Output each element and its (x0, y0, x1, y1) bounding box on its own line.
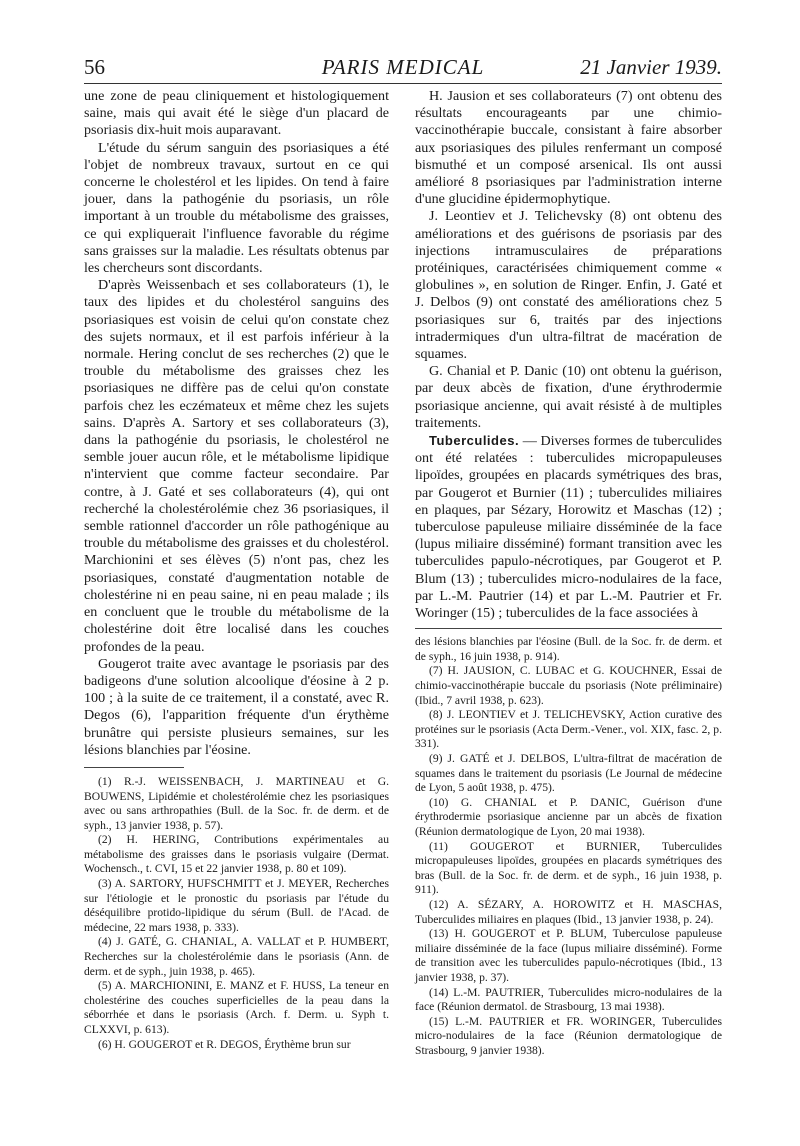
page-number: 56 (84, 55, 105, 79)
section-heading-tuberculides: Tuberculides. (429, 433, 520, 449)
right-footnotes (415, 635, 722, 1058)
footnote: (9) J. GATÉ et J. DELBOS, L'ultra-filtrat de macération de squames dans le traitement du psoriasis (Le Journal de médecine de Lyon, 5 août 1938, p. 475). (415, 752, 722, 795)
footnote: (14) L.-M. PAUTRIER, Tuberculides micro-nodulaires de la face (Réunion dermatol. de Strasbourg, 13 mai 1938). (415, 985, 722, 1014)
right-column (415, 88, 722, 1059)
footnote: (3) A. SARTORY, HUFSCHMITT et J. MEYER, Recherches sur l'étiologie et le pronostic du psoriasis par l'étude du déséquilibre protido-lipidique du sérum (Bull. de l'Acad. de médecine, 22 mars 1938, p. 333). (84, 877, 389, 934)
footnote: (8) J. LEONTIEV et J. TELICHEVSKY, Action curative des protéines sur le psoriasis (Acta Derm.-Vener., vol. XIX, fasc. 2, p. 331). (415, 708, 722, 751)
footnote: (7) H. JAUSION, C. LUBAC et G. KOUCHNER, Essai de chimio-vaccinothérapie buccale du psoriasis (Note préliminaire) (Ibid., 7 avril 1938, p. 623). (415, 664, 722, 707)
footnote: (6) H. GOUGEROT et R. DEGOS, Érythème brun sur (98, 1037, 351, 1051)
paragraph-gougerot: Gougerot traite avec avantage le psoriasis par des badigeons d'une solution alcoolique d'éosine à 2 p. 100 ; à la suite de ce traitement, il a constaté, avec R. Degos (6), l'apparition fréquente d'un érythème brunâtre qui persiste plusieurs semaines, sur les lésions blanchies par l'éosine. (84, 655, 389, 758)
paragraph-chanial: G. Chanial et P. Danic (10) ont obtenu la guérison, par deux abcès de fixation, d'une érythrodermie psoriasique ancienne, qui avait résisté à de multiples traitements. (415, 363, 722, 431)
paragraph-continuation: une zone de peau cliniquement et histologiquement saine, mais qui avait été le siège d'un placard de psoriasis dix-huit mois auparavant. (84, 88, 389, 139)
left-body (84, 88, 389, 759)
footnote: (5) A. MARCHIONINI, E. MANZ et F. HUSS, La teneur en cholestérine des couches superficielles de la peau dans la séborrhée et dans le psoriasis (Arch. f. Derm. u. Syph t. CLXXVI, p. 613). (84, 979, 389, 1037)
footnote-separator (84, 767, 184, 768)
footnote: (2) H. HERING, Contributions expérimentales au métabolisme des graisses dans le psoriasis vulgaire (Dermat. Wochensch., t. CVI, 15 et 22 janvier 1938, p. 80 et 109). (84, 833, 389, 876)
journal-title: PARIS MEDICAL (321, 55, 485, 79)
page-header (84, 55, 722, 85)
left-column (84, 88, 389, 1052)
footnote: (4) J. GATÉ, G. CHANIAL, A. VALLAT et P. HUMBERT, Recherches sur la cholestérolémie dans le psoriasis (Ann. de derm. et de syph., juin 1938, p. 465). (84, 935, 389, 978)
paragraph-serum: L'étude du sérum sanguin des psoriasiques a été l'objet de nombreux travaux, surtout en ce qui concerne le cholestérol et les lipides. On tend à faire jouer, dans la pathogénie du psoriasis, un rôle important à un trouble du métabolisme des graisses, ce qui expliquerait l'influence favorable du régime sans graisses sur la maladie. Les résultats obtenus par les chercheurs sont discordants. (84, 139, 389, 277)
footnote-continuation: des lésions blanchies par l'éosine (Bull. de la Soc. fr. de derm. et de syph., 16 juin 1938, p. 914). (415, 635, 722, 663)
left-footnotes (84, 775, 389, 1052)
footnote: (1) R.-J. WEISSENBACH, J. MARTINEAU et G. BOUWENS, Lipidémie et cholestérolémie chez les psoriasiques avec ou sans arthropathies (Bull. de la Soc. fr. de derm. et de syph., 13 janvier 1938, p. 57). (84, 774, 389, 832)
footnote-separator (415, 628, 722, 629)
paragraph-leontiev: J. Leontiev et J. Telichevsky (8) ont obtenu des améliorations et des guérisons de psoriasis par des injections intramusculaires de préparations protéiniques, caractérisées chimiquement comme « globulines », en solution de Ringer. Enfin, J. Gaté et J. Delbos (9) ont constaté des améliorations chez 5 psoriasiques sur 6, traités par des injections intradermiques d'un ultra-filtrat de macération de squames. (415, 208, 722, 363)
footnote: (10) G. CHANIAL et P. DANIC, Guérison d'une érythrodermie psoriasique ancienne par un abcès de fixation (Réunion dermatologique de Lyon, 20 mai 1938). (415, 795, 722, 839)
footnote: (15) L.-M. PAUTRIER et FR. WORINGER, Tuberculides micro-nodulaires de la face (Réunion dermatologique de Strasbourg, 9 janvier 1938). (415, 1014, 722, 1057)
tuberculides-text: — Diverses formes de tuberculides ont été relatées : tuberculides micropapuleuses lipoïdes, groupées en placards symétriques des bras, par Gougerot et Burnier (11) ; tuberculides miliaires en plaques, par Sézary, Horowitz et Maschas (12) ; tuberculose papuleuse miliaire disséminée de la face (lupus miliaire disséminé) formant transition avec les tuberculides papulo-nécrotiques, par Gougerot et P. Blum (13) ; tuberculides micro-nodulaires de la face, par L.-M. Pautrier (14) et par L.-M. Pautrier et Fr. Woringer (15) ; tuberculides de la face associées à (415, 433, 722, 622)
paragraph-jausion: H. Jausion et ses collaborateurs (7) ont obtenu des résultats encourageants par une chimio-vaccinothérapie buccale, consistant à faire absorber aux psoriasiques des pilules renfermant un composé bismuthé et un composé arsenical. Ils ont aussi amélioré 8 psoriasiques par l'administration interne d'une glucidine épidermophytique. (415, 88, 722, 208)
footnote: (12) A. SÉZARY, A. HOROWITZ et H. MASCHAS, Tuberculides miliaires en plaques (Ibid., 13 janvier 1938, p. 24). (415, 897, 722, 926)
footnote: (11) GOUGEROT et BURNIER, Tuberculides micropapuleuses lipoïdes, groupées en placards symétriques des bras (Bull. de la Soc. fr. de derm. et de syph., 16 juin 1938, p. 911). (415, 839, 722, 897)
paragraph-tuberculides (415, 432, 722, 622)
footnote: (13) H. GOUGEROT et P. BLUM, Tuberculose papuleuse miliaire disséminée de la face (lupus miliaire disséminé). Forme de transition avec les tuberculides papulo-nécrotiques (Ibid., 13 janvier 1938, p. 37). (415, 927, 722, 984)
paragraph-weissenbach: D'après Weissenbach et ses collaborateurs (1), le taux des lipides et du cholestérol sanguins des psoriasiques est voisin de celui qu'on constate chez des sujets normaux, et il est parfois inférieur à la normale. Hering conclut de ses recherches (2) que le trouble du métabolisme des graisses chez les psoriasiques ne diffère pas de celui qu'on constate parfois chez les eczémateux et même chez les sujets sains. D'après A. Sartory et ses collaborateurs (3), dans la pathogénie du psoriasis, le cholestérol ne semble jouer aucun rôle, et le métabolisme lipidique n'intervient que comme facteur secondaire. Par contre, à J. Gaté et ses collaborateurs (4), qui ont recherché la cholestérolémie chez 36 psoriasiques, il semble rationnel d'accorder un rôle pathogénique au trouble du métabolisme des graisses et du cholestérol. Marchionini et ses élèves (5) n'ont pas, chez les psoriasiques, constaté d'augmentation notable de cholestérine ni en peau saine, ni en peau malade ; ils en concluent que le trouble du métabolisme de la cholestérine doit être localisé dans les couches profondes de la peau. (84, 277, 389, 655)
right-body (415, 88, 722, 622)
header-rule (84, 83, 722, 84)
issue-date: 21 Janvier 1939. (580, 55, 722, 79)
